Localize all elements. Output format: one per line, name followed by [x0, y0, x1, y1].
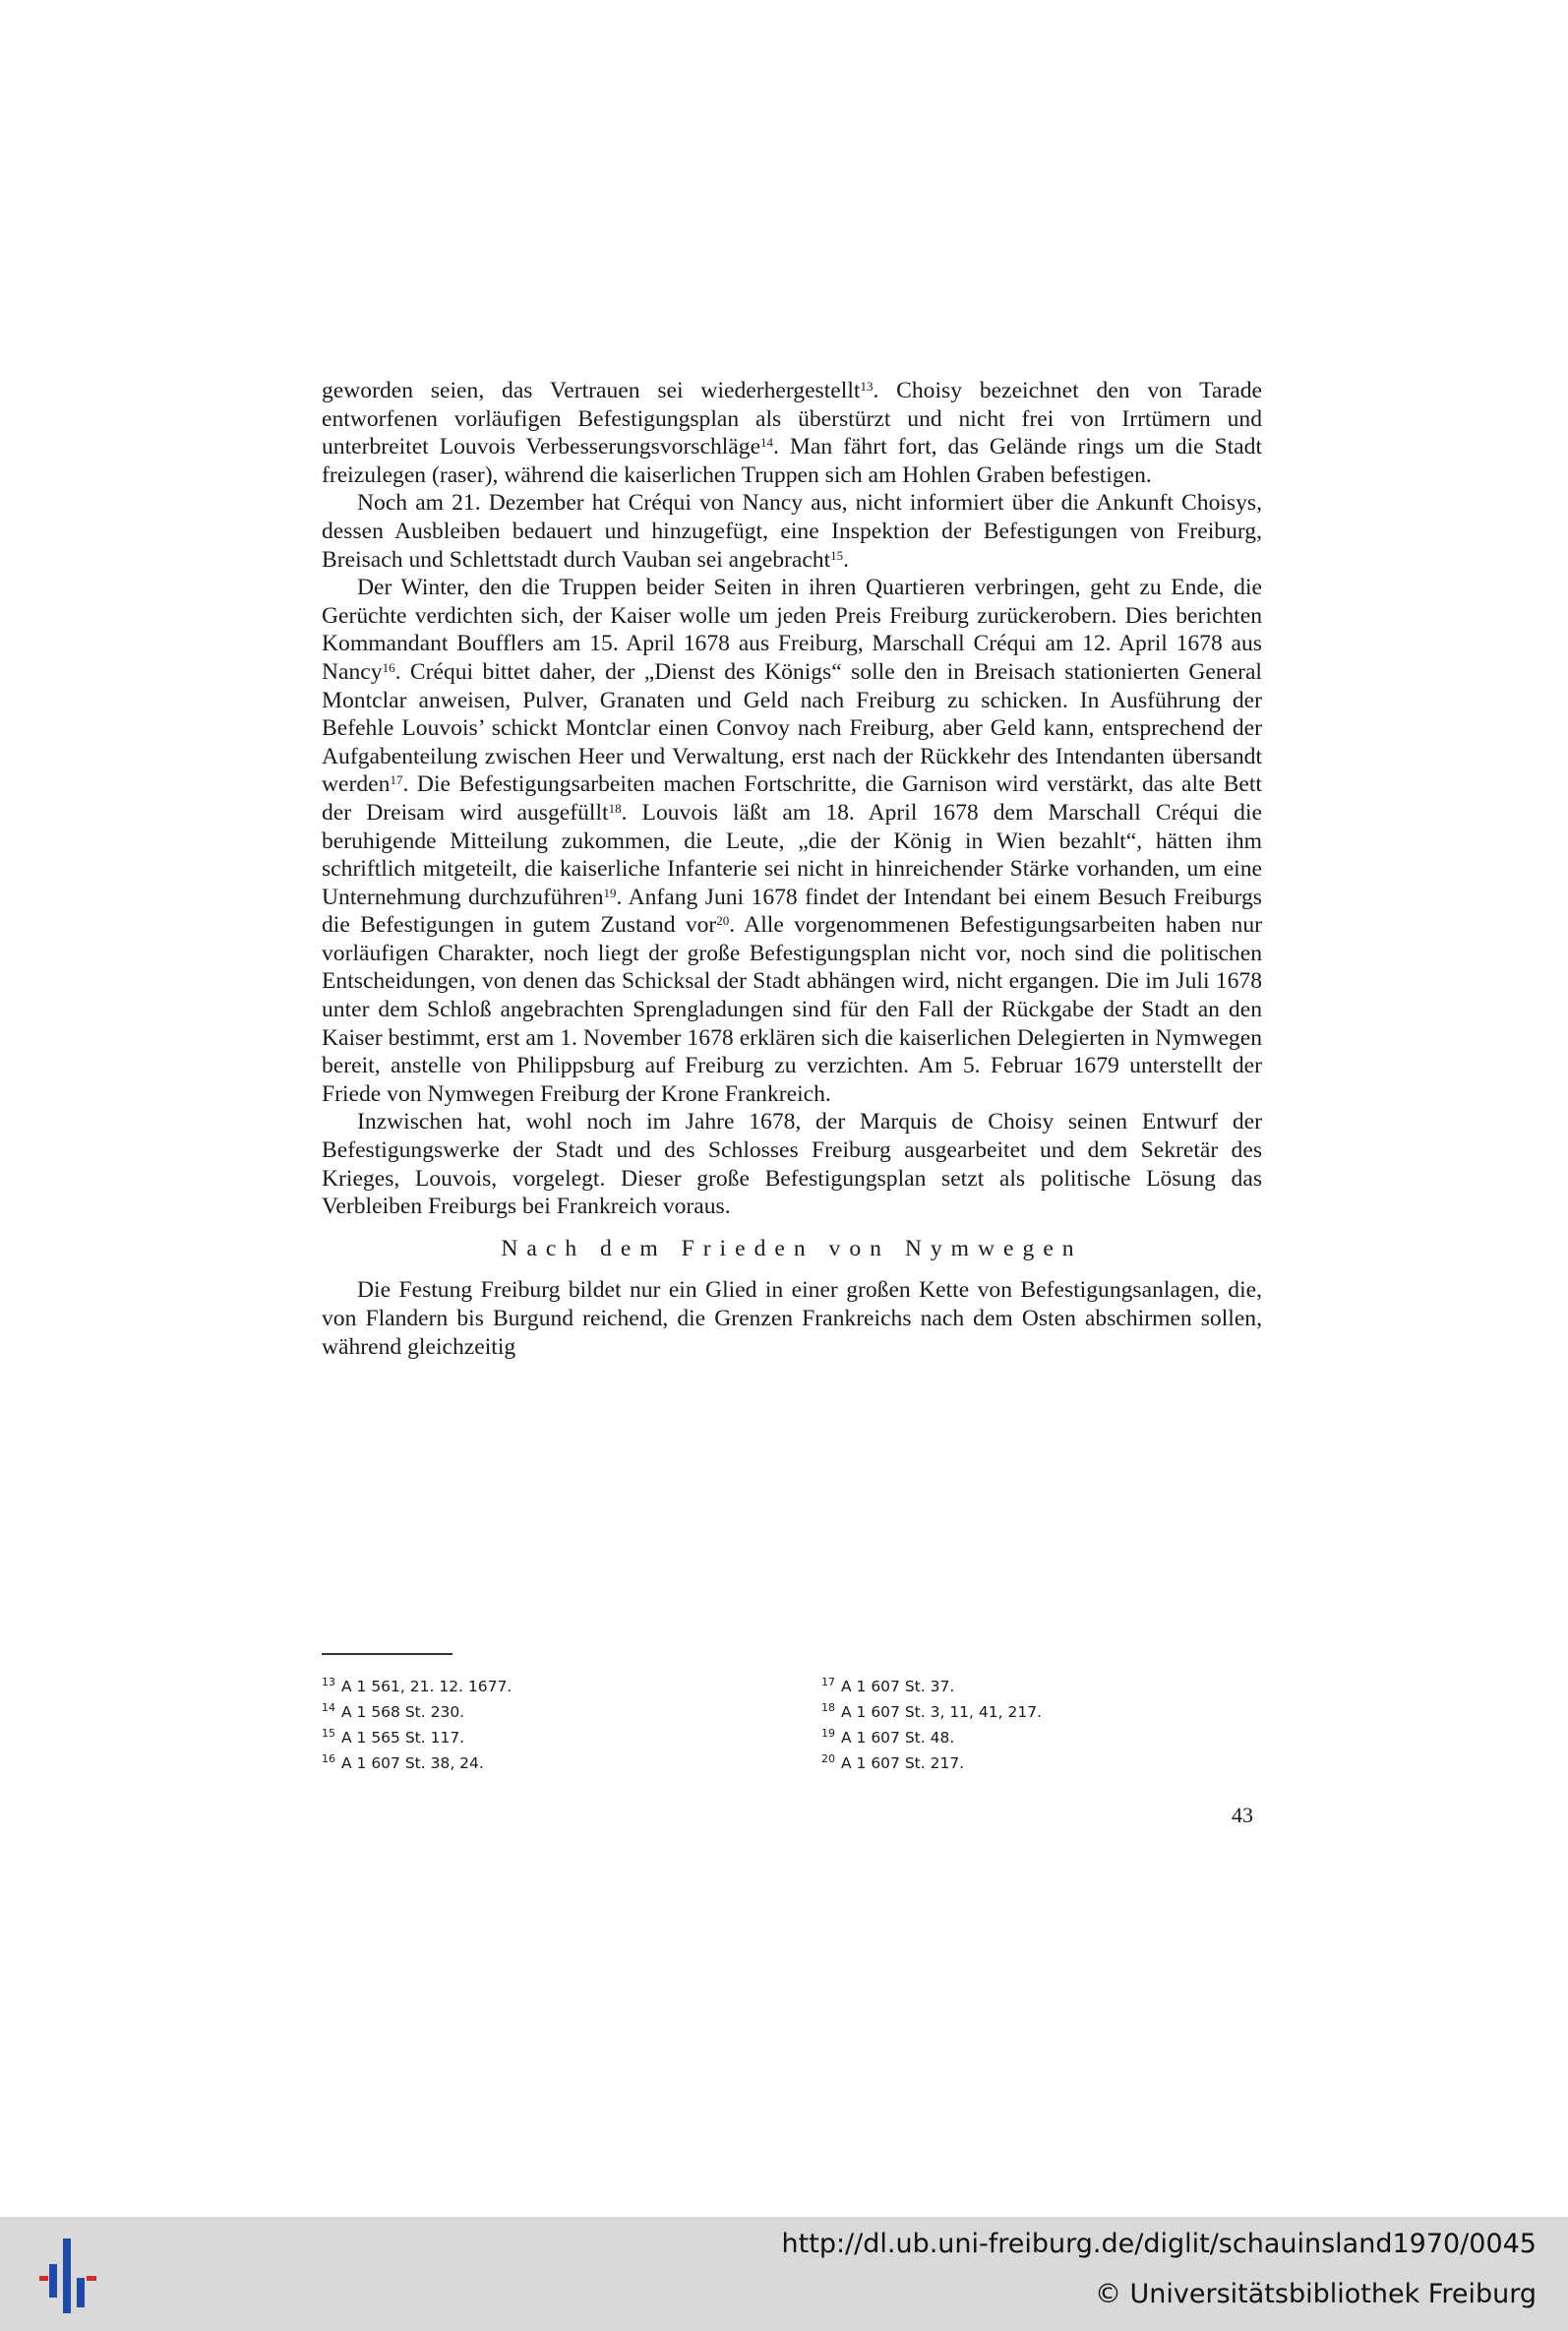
footnote-number: 16 — [322, 1751, 335, 1765]
text-run: Inzwischen hat, wohl noch im Jahre 1678, der Marquis de Choisy seinen Entwurf der Befestigungswerke der Stadt und des Schlosses Freiburg ausgearbeitet und dem Sekretär des Krieges, Louvois, vorgelegt. Dieser große Befestigungsplan setzt als politische Lösung das Verbleiben Freiburgs bei Frankreich voraus. — [322, 1109, 1262, 1220]
footnotes-left — [322, 1674, 512, 1776]
text-run: Noch am 21. Dezember hat Créqui von Nancy aus, nicht informiert über die Ankunft Choisys, dessen Ausbleiben bedauert und hinzugefügt, eine Inspektion der Befestigungen von Freiburg, Breisach und Schlettstadt durch Vauban sei angebracht — [322, 490, 1262, 573]
text-run: Der Winter, den die Truppen beider Seiten in ihren Quartieren verbringen, geht zu Ende, die Gerüchte verdichten sich, der Kaiser wolle um jeden Preis Freiburg zurückerobern. Dies berichten Kommandant Boufflers am 15. April 1678 aus Freiburg, Marschall Créqui am 12. April 1678 aus Nancy — [322, 575, 1262, 685]
paragraphs — [322, 377, 1262, 1221]
footnote-number: 18 — [821, 1700, 835, 1714]
ub-freiburg-logo-icon — [39, 2235, 98, 2317]
footnote-marker: 13 — [860, 379, 874, 395]
footnote — [322, 1750, 512, 1776]
permalink-link[interactable]: http://dl.ub.uni-freiburg.de/diglit/schauinsland1970/0045 — [781, 2229, 1537, 2259]
text-run: . Créqui bittet daher, der „Dienst des Königs“ solle den in Breisach stationierten General Montclar anweisen, Pulver, Granaten und Geld nach Freiburg zu schicken. In Ausführung der Befehle Louvois’ schickt Montclar einen Convoy nach Freiburg, aber Geld kann, entsprechend der Aufgabenteilung zwischen Heer und Verwaltung, erst nach der Rückkehr des Intendanten übersandt werden — [322, 658, 1262, 798]
footnote-marker: 14 — [760, 435, 774, 451]
footnote-marker: 19 — [603, 885, 617, 900]
footnote — [821, 1699, 1042, 1725]
footnote-text: A 1 607 St. 48. — [841, 1729, 955, 1747]
paragraph — [322, 1108, 1262, 1220]
paragraph-after-heading: Die Festung Freiburg bildet nur ein Glied in einer großen Kette von Befestigungsanlagen, die, von Flandern bis Burgund reichend, die Grenzen Frankreichs nach dem Osten abschirmen sollen, während gleichzeitig — [322, 1277, 1262, 1360]
footnote — [322, 1674, 512, 1699]
footnote — [821, 1750, 1042, 1776]
footnote-text: A 1 561, 21. 12. 1677. — [341, 1678, 513, 1695]
text-run: . Man fährt fort, das Gelände rings um die Stadt freizulegen (raser), während die kaiserlichen Truppen sich am Hohlen Graben befestigen. — [322, 434, 1262, 488]
footnote-text: A 1 568 St. 230. — [341, 1703, 465, 1721]
footnote — [821, 1674, 1042, 1699]
text-run: . Alle vorgenommenen Befestigungsarbeiten haben nur vorläufigen Charakter, noch liegt der große Befestigungsplan nicht vor, noch sind die politischen Entscheidungen, von denen das Schicksal der Stadt abhängen wird, nicht ergangen. Die im Juli 1678 unter dem Schloß angebrachten Sprengladungen sind für den Fall der Rückgabe der Stadt an den Kaiser bestimmt, erst am 1. November 1678 erklären sich die kaiserlichen Delegierten in Nymwegen bereit, anstelle von Philippsburg auf Freiburg zu verzichten. Am 5. Februar 1679 unterstellt der Friede von Nymwegen Freiburg der Krone Frankreich. — [322, 912, 1262, 1107]
text-run: . Anfang Juni 1678 findet der Intendant bei einem Besuch Freiburgs die Befestigungen in gutem Zustand vor — [322, 884, 1262, 939]
footnote-number: 19 — [821, 1726, 835, 1740]
section-heading: Nach dem Frieden von Nymwegen — [501, 1235, 1083, 1261]
footnote-number: 20 — [821, 1751, 835, 1765]
footnote — [322, 1725, 512, 1750]
footnote — [322, 1699, 512, 1725]
footnote-text: A 1 607 St. 38, 24. — [341, 1754, 484, 1772]
footnote-number: 13 — [322, 1675, 335, 1688]
footnote-divider — [322, 1653, 452, 1655]
footnotes-right — [821, 1674, 1042, 1776]
footnote-marker: 16 — [382, 660, 395, 676]
library-footer — [0, 2217, 1568, 2331]
text-run: . Choisy bezeichnet den von Tarade entworfenen vorläufigen Befestigungsplan als überstürzt und nicht frei von Irrtümern und unterbreitet Louvois Verbesserungsvorschläge — [322, 378, 1262, 460]
paragraph — [322, 377, 1262, 489]
copyright-notice: © Universitätsbibliothek Freiburg — [1094, 2279, 1537, 2309]
paragraph — [322, 489, 1262, 574]
text-run: geworden seien, das Vertrauen sei wiederhergestellt — [322, 378, 861, 403]
footnote-text: A 1 607 St. 217. — [841, 1754, 965, 1772]
footnote-text: A 1 607 St. 3, 11, 41, 217. — [841, 1703, 1042, 1721]
text-run: . — [843, 546, 850, 573]
footnote-number: 15 — [322, 1726, 335, 1740]
text-run: . Louvois läßt am 18. April 1678 dem Marschall Créqui die beruhigende Mitteilung zukommen, die Leute, „die der König in Wien bezahlt“, hätten ihm schriftlich mitgeteilt, die kaiserliche Infanterie sei nicht in hinreichender Stärke vorhanden, um eine Unternehmung durchzuführen — [322, 799, 1262, 910]
body-text — [322, 377, 1262, 1361]
page-number: 43 — [1232, 1803, 1253, 1827]
footnote — [821, 1725, 1042, 1750]
footnote-marker: 17 — [390, 772, 403, 788]
footnote-number: 17 — [821, 1675, 835, 1688]
footnote-number: 14 — [322, 1700, 335, 1714]
paragraph — [322, 574, 1262, 1108]
footnote-text: A 1 565 St. 117. — [341, 1729, 465, 1747]
footnote-marker: 15 — [830, 547, 844, 563]
footnote-text: A 1 607 St. 37. — [841, 1678, 955, 1695]
text-run: . Die Befestigungsarbeiten machen Fortschritte, die Garnison wird verstärkt, das alte Bett der Dreisam wird ausgefüllt — [322, 771, 1262, 826]
footnote-marker: 18 — [608, 801, 622, 817]
footnote-marker: 20 — [716, 913, 730, 929]
